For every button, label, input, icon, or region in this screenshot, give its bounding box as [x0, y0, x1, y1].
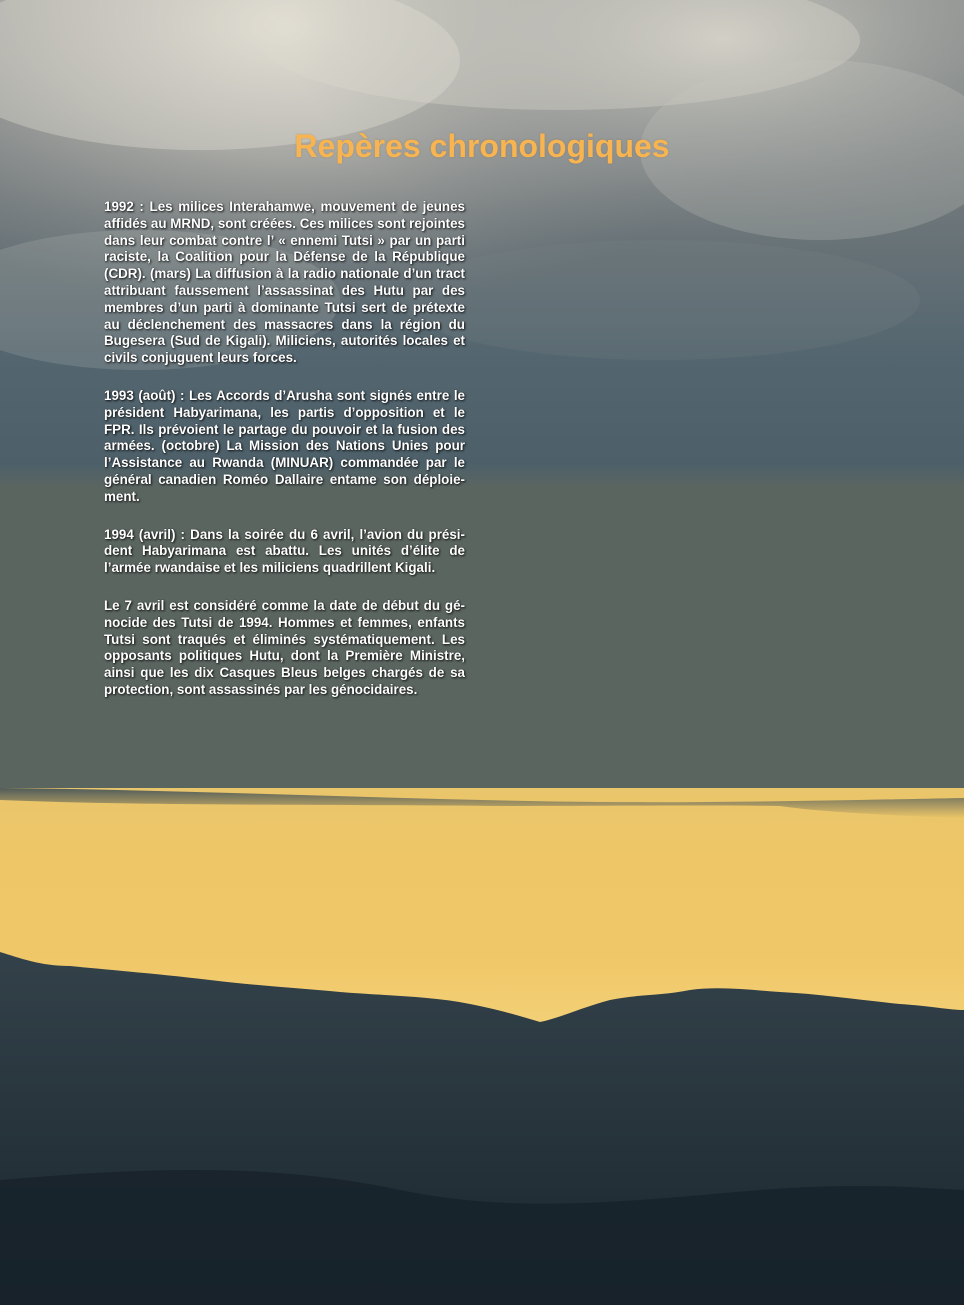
- page-title: Repères chronologiques: [294, 128, 670, 164]
- timeline-text-column: [104, 199, 465, 720]
- timeline-entry-1992: 1992 : Les milices Interahamwe, mouvement de jeunes affidés au MRND, sont créées. Ces milices sont rejointes dans leur combat contre l’ « ennemi Tutsi » par un parti raciste, la Coalition pour la Défense de la République (CDR). (mars) La diffusion à la radio nationale d’un tract attribuant faussement l’assassinat des Hutu par des membres d’un parti à dominante Tutsi sert de prétexte au déclenchement des massacres dans la région du Bugesera (Sud de Kigali). Miliciens, autorités locales et civils conjuguent leurs forces.: [104, 199, 465, 366]
- timeline-entry-1994: 1994 (avril) : Dans la soirée du 6 avril, l’avion du président Habyarimana est abattu. Les unités d’élite de l’armée rwandaise et les miliciens quadrillent Kigali.: [104, 526, 465, 576]
- timeline-entry-1993: 1993 (août) : Les Accords d’Arusha sont signés entre le président Habyarimana, les partis d’opposition et le FPR. Ils prévoient le partage du pouvoir et la fusion des armées. (octobre) La Mission des Nations Unies pour l’Assistance au Rwanda (MINUAR) commandée par le général canadien Roméo Dallaire entame son déploiement.: [104, 387, 465, 504]
- timeline-entry-7-avril: Le 7 avril est considéré comme la date de début du génocide des Tutsi de 1994. Hommes et femmes, enfants Tutsi sont traqués et éliminés systématiquement. Les opposants politiques Hutu, dont la Première Ministre, ainsi que les dix Casques Bleus belges chargés de sa protection, sont assassinés par les génocidaires.: [104, 597, 465, 697]
